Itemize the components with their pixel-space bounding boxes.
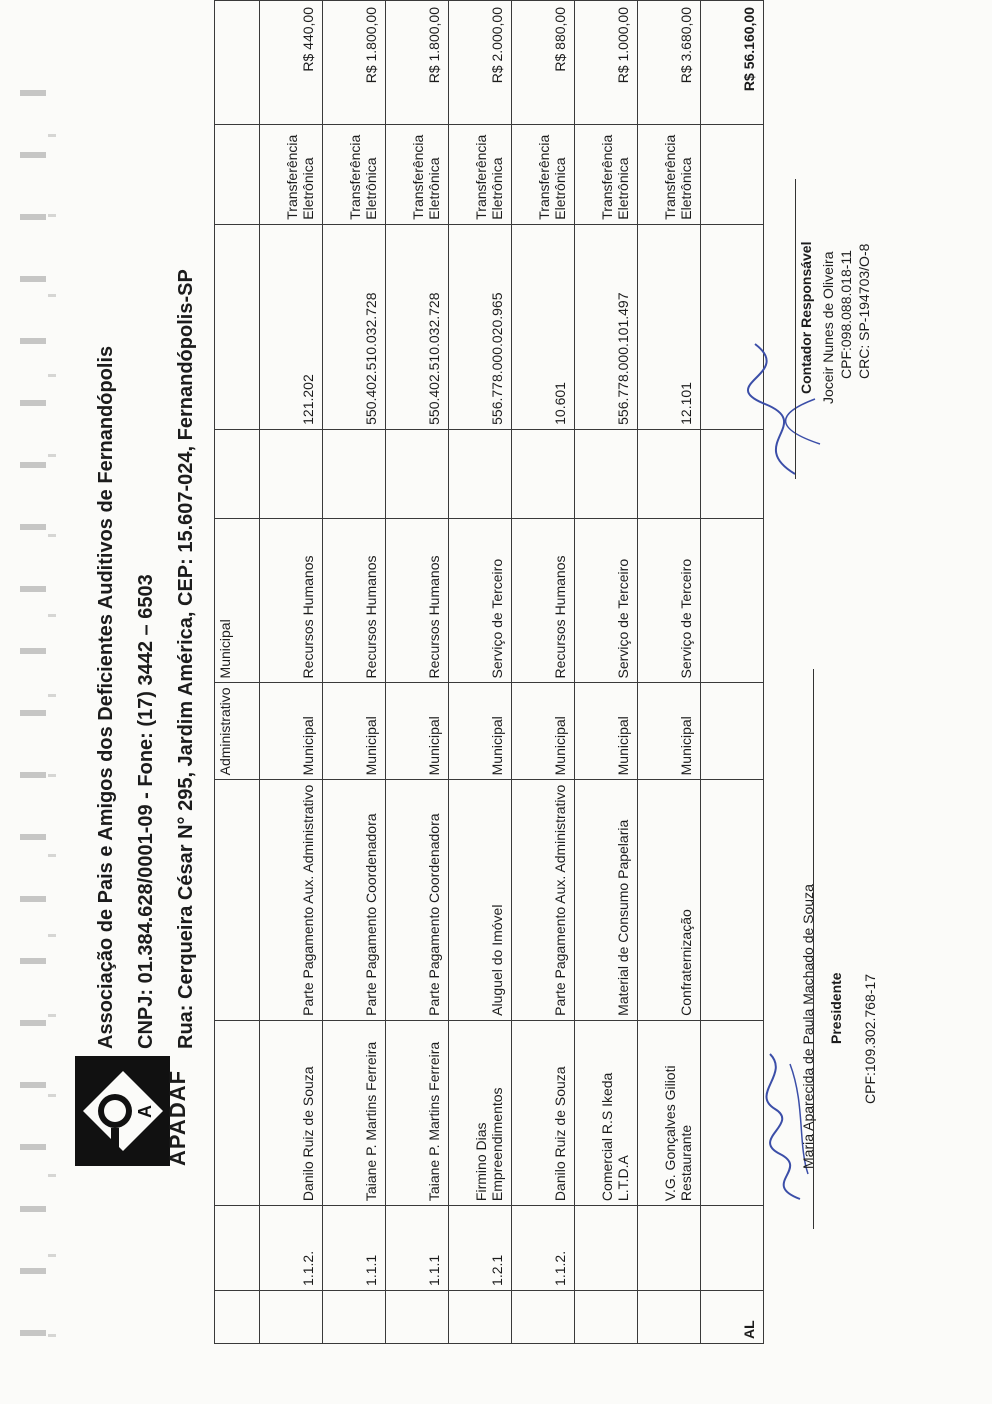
accountant-cpf: CPF:098.088.018-11 [838,250,854,379]
row-empty-cell [638,1290,701,1343]
row-category: Serviço de Terceiro [449,518,512,683]
row-description: Parte Pagamento Coordenadora [386,780,449,1020]
row-empty-cell [512,429,575,518]
row-empty-cell [638,429,701,518]
total-label: AL [701,1290,764,1343]
row-sphere: Municipal [449,683,512,780]
row-category: Recursos Humanos [386,518,449,683]
expenses-table [214,0,764,1344]
row-empty-cell [512,1290,575,1343]
row-document-number: 121.202 [260,224,323,429]
cnpj-phone: CNPJ: 01.384.628/0001-09 - Fone: (17) 3442 – 6503 [135,574,157,1049]
row-empty-cell [323,429,386,518]
row-payment-method: Transferência Eletrônica [638,125,701,225]
table-row [575,1,638,1344]
svg-text:A: A [135,1105,155,1118]
row-sphere: Municipal [260,683,323,780]
row-payment-method: Transferência Eletrônica [575,125,638,225]
president-role: Presidente [828,972,844,1044]
row-document-number: 550.402.510.032.728 [386,224,449,429]
row-code [638,1206,701,1291]
row-category: Serviço de Terceiro [575,518,638,683]
row-sphere: Municipal [323,683,386,780]
accountant-signature-line [795,179,796,479]
row-payee: Danilo Ruiz de Souza [512,1020,575,1205]
row-description: Material de Consumo Papelaria [575,780,638,1020]
row-amount: R$ 440,00 [260,1,323,125]
row-empty-cell [386,1290,449,1343]
table-header-row [215,1,260,1344]
row-category: Recursos Humanos [323,518,386,683]
row-empty-cell [386,429,449,518]
table-row [638,1,701,1344]
row-category: Recursos Humanos [260,518,323,683]
row-document-number: 556.778.000.020.965 [449,224,512,429]
row-payee: Comercial R.S Ikeda L.T.D.A [575,1020,638,1205]
header-municipal: Municipal [215,518,260,683]
row-payee: V.G. Gonçalves Gilioti Restaurante [638,1020,701,1205]
row-category: Recursos Humanos [512,518,575,683]
row-payment-method: Transferência Eletrônica [323,125,386,225]
row-amount: R$ 1.800,00 [386,1,449,125]
row-amount: R$ 3.680,00 [638,1,701,125]
row-code: 1.1.2. [512,1206,575,1291]
row-payment-method: Transferência Eletrônica [449,125,512,225]
table-row [512,1,575,1344]
row-payee: Taiane P. Martins Ferreira [386,1020,449,1205]
row-empty-cell [323,1290,386,1343]
association-name: Associação de Pais e Amigos dos Deficientes Auditivos de Fernandópolis [95,345,117,1049]
row-empty-cell [449,429,512,518]
row-empty-cell [260,429,323,518]
row-amount: R$ 880,00 [512,1,575,125]
letterhead [60,54,220,1354]
row-empty-cell [449,1290,512,1343]
table-row [260,1,323,1344]
row-sphere: Municipal [575,683,638,780]
accountant-name: Joceir Nunes de Oliveira [820,251,836,404]
logo-wordmark: APADAF [165,1069,190,1166]
row-description: Aluguel do Imóvel [449,780,512,1020]
table-row [449,1,512,1344]
table-row [386,1,449,1344]
row-empty-cell [260,1290,323,1343]
row-payee: Taiane P. Martins Ferreira [323,1020,386,1205]
row-payee: Danilo Ruiz de Souza [260,1020,323,1205]
row-sphere: Municipal [386,683,449,780]
row-category: Serviço de Terceiro [638,518,701,683]
address: Rua: Cerqueira César N° 295, Jardim América, CEP: 15.607-024, Fernandópolis-SP [175,269,197,1049]
row-code: 1.1.1 [386,1206,449,1291]
row-amount: R$ 1.000,00 [575,1,638,125]
row-description: Parte Pagamento Coordenadora [323,780,386,1020]
total-amount: R$ 56.160,00 [701,1,764,125]
row-document-number: 550.402.510.032.728 [323,224,386,429]
row-description: Parte Pagamento Aux. Administrativo [512,780,575,1020]
row-payee: Firmino Dias Empreendimentos [449,1020,512,1205]
row-document-number: 556.778.000.101.497 [575,224,638,429]
president-cpf: CPF:109.302.768-17 [862,974,878,1104]
row-payment-method: Transferência Eletrônica [512,125,575,225]
accountant-role: Contador Responsável [798,241,814,394]
table-row [323,1,386,1344]
row-code [575,1206,638,1291]
row-code: 1.1.2. [260,1206,323,1291]
row-description: Confraternização [638,780,701,1020]
row-sphere: Municipal [512,683,575,780]
row-code: 1.2.1 [449,1206,512,1291]
row-description: Parte Pagamento Aux. Administrativo [260,780,323,1020]
row-empty-cell [575,1290,638,1343]
row-document-number: 12.101 [638,224,701,429]
row-payment-method: Transferência Eletrônica [260,125,323,225]
row-amount: R$ 1.800,00 [323,1,386,125]
row-empty-cell [575,429,638,518]
header-administrativo: Administrativo [215,683,260,780]
president-name: Maria Aparecida de Paula Machado de Souza [800,884,816,1169]
row-document-number: 10.601 [512,224,575,429]
accountant-crc: CRC: SP-194703/O-8 [856,243,872,379]
row-sphere: Municipal [638,683,701,780]
row-code: 1.1.1 [323,1206,386,1291]
apadaf-logo-icon [75,1056,170,1166]
row-payment-method: Transferência Eletrônica [386,125,449,225]
row-amount: R$ 2.000,00 [449,1,512,125]
